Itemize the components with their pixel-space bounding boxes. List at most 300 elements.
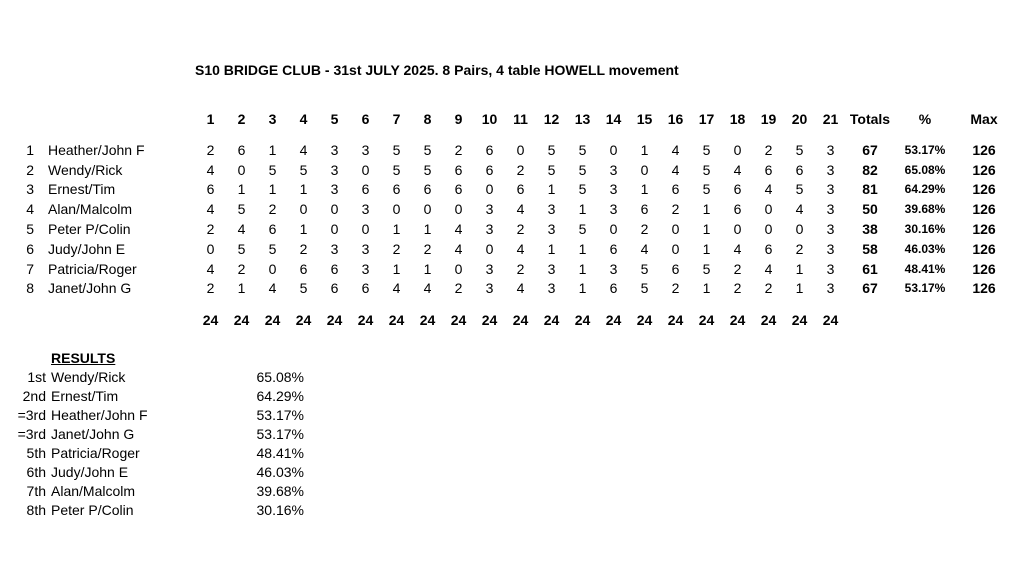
board-score: 2 bbox=[299, 240, 308, 257]
board-score: 3 bbox=[330, 240, 339, 257]
board-total: 24 bbox=[295, 312, 312, 329]
board-score: 5 bbox=[795, 141, 804, 158]
pair-percent: 39.68% bbox=[904, 202, 946, 217]
board-score: 4 bbox=[454, 221, 463, 238]
board-total: 24 bbox=[264, 312, 281, 329]
pair-percent: 48.41% bbox=[904, 261, 946, 276]
header-row bbox=[0, 110, 1012, 140]
result-pair: Alan/Malcolm bbox=[51, 482, 136, 499]
table-row bbox=[0, 160, 1012, 180]
board-score: 5 bbox=[578, 221, 587, 238]
board-score: 6 bbox=[609, 280, 618, 297]
pair-percent: 64.29% bbox=[904, 182, 946, 197]
board-score: 0 bbox=[764, 221, 773, 238]
board-header: 21 bbox=[822, 111, 839, 127]
board-score: 2 bbox=[764, 141, 773, 158]
board-score: 6 bbox=[609, 240, 618, 257]
board-score: 1 bbox=[299, 181, 308, 198]
board-score: 3 bbox=[826, 280, 835, 297]
pair-max: 126 bbox=[972, 201, 996, 218]
board-score: 2 bbox=[795, 240, 804, 257]
board-score: 6 bbox=[485, 161, 494, 178]
board-score: 3 bbox=[547, 280, 556, 297]
pair-name: Peter P/Colin bbox=[48, 221, 131, 238]
board-score: 1 bbox=[547, 181, 556, 198]
board-score: 5 bbox=[392, 141, 401, 158]
board-score: 2 bbox=[237, 260, 246, 277]
board-score: 1 bbox=[795, 280, 804, 297]
board-score: 1 bbox=[423, 221, 432, 238]
board-total: 24 bbox=[419, 312, 436, 329]
board-score: 4 bbox=[516, 201, 525, 218]
board-score: 3 bbox=[609, 161, 618, 178]
pair-number: 8 bbox=[26, 280, 34, 297]
board-score: 1 bbox=[640, 181, 649, 198]
pair-max: 126 bbox=[972, 181, 996, 198]
board-score: 6 bbox=[671, 181, 680, 198]
scores-table bbox=[0, 110, 1012, 330]
board-total: 24 bbox=[667, 312, 684, 329]
board-header: 18 bbox=[729, 111, 746, 127]
pair-number: 6 bbox=[26, 240, 34, 257]
board-score: 6 bbox=[640, 201, 649, 218]
board-score: 3 bbox=[361, 141, 370, 158]
board-score: 6 bbox=[454, 161, 463, 178]
board-score: 3 bbox=[330, 141, 339, 158]
board-header: 3 bbox=[268, 111, 277, 127]
board-score: 5 bbox=[702, 260, 711, 277]
board-total: 24 bbox=[233, 312, 250, 329]
result-pair: Wendy/Rick bbox=[51, 368, 126, 385]
pair-percent: 30.16% bbox=[904, 222, 946, 237]
board-score: 4 bbox=[640, 240, 649, 257]
board-score: 4 bbox=[206, 260, 215, 277]
list-item bbox=[0, 481, 304, 500]
board-total: 24 bbox=[543, 312, 560, 329]
board-score: 4 bbox=[299, 141, 308, 158]
result-rank: =3rd bbox=[17, 406, 46, 423]
board-score: 4 bbox=[516, 280, 525, 297]
board-score: 3 bbox=[330, 181, 339, 198]
board-score: 1 bbox=[702, 280, 711, 297]
pair-name: Patricia/Roger bbox=[48, 260, 137, 277]
board-score: 4 bbox=[516, 240, 525, 257]
board-score: 4 bbox=[206, 201, 215, 218]
board-score: 5 bbox=[392, 161, 401, 178]
board-score: 1 bbox=[268, 141, 277, 158]
results-body bbox=[0, 367, 304, 519]
result-percent: 53.17% bbox=[256, 406, 304, 423]
board-score: 4 bbox=[454, 240, 463, 257]
board-score: 5 bbox=[299, 161, 308, 178]
pair-total: 61 bbox=[862, 260, 878, 277]
result-rank: 8th bbox=[26, 501, 46, 518]
result-pair: Janet/John G bbox=[51, 425, 135, 442]
board-total: 24 bbox=[326, 312, 343, 329]
board-score: 0 bbox=[671, 240, 680, 257]
board-score: 1 bbox=[578, 260, 587, 277]
spacer-cell bbox=[48, 298, 195, 330]
board-score: 1 bbox=[547, 240, 556, 257]
board-score: 4 bbox=[392, 280, 401, 297]
board-score: 0 bbox=[454, 260, 463, 277]
board-score: 2 bbox=[733, 280, 742, 297]
pair-number: 3 bbox=[26, 181, 34, 198]
board-score: 0 bbox=[299, 201, 308, 218]
board-score: 2 bbox=[516, 221, 525, 238]
board-score: 3 bbox=[361, 201, 370, 218]
board-score: 6 bbox=[733, 201, 742, 218]
board-score: 4 bbox=[764, 260, 773, 277]
board-score: 0 bbox=[361, 161, 370, 178]
board-score: 0 bbox=[733, 141, 742, 158]
board-header: 13 bbox=[574, 111, 591, 127]
board-score: 6 bbox=[485, 141, 494, 158]
board-total: 24 bbox=[512, 312, 529, 329]
board-score: 1 bbox=[702, 240, 711, 257]
board-score: 0 bbox=[330, 221, 339, 238]
board-score: 5 bbox=[423, 161, 432, 178]
pair-max: 126 bbox=[972, 161, 996, 178]
list-item bbox=[0, 424, 304, 443]
board-score: 0 bbox=[609, 221, 618, 238]
max-header: Max bbox=[970, 111, 998, 127]
result-percent: 48.41% bbox=[256, 444, 304, 461]
board-score: 0 bbox=[361, 221, 370, 238]
board-header: 20 bbox=[791, 111, 808, 127]
board-score: 2 bbox=[423, 240, 432, 257]
board-score: 4 bbox=[237, 221, 246, 238]
board-score: 6 bbox=[361, 181, 370, 198]
pair-max: 126 bbox=[972, 141, 996, 158]
board-score: 0 bbox=[795, 221, 804, 238]
board-score: 0 bbox=[206, 240, 215, 257]
board-score: 3 bbox=[826, 141, 835, 158]
board-score: 1 bbox=[237, 181, 246, 198]
board-score: 3 bbox=[485, 280, 494, 297]
board-score: 1 bbox=[392, 221, 401, 238]
board-score: 5 bbox=[299, 280, 308, 297]
board-score: 1 bbox=[423, 260, 432, 277]
board-score: 6 bbox=[423, 181, 432, 198]
pair-max: 126 bbox=[972, 260, 996, 277]
board-score: 6 bbox=[516, 181, 525, 198]
board-score: 3 bbox=[826, 161, 835, 178]
board-score: 2 bbox=[516, 161, 525, 178]
list-item bbox=[0, 386, 304, 405]
board-score: 2 bbox=[206, 141, 215, 158]
board-score: 5 bbox=[578, 161, 587, 178]
board-total: 24 bbox=[605, 312, 622, 329]
pair-name-header bbox=[48, 110, 195, 140]
board-score: 3 bbox=[361, 260, 370, 277]
board-score: 3 bbox=[485, 221, 494, 238]
table-row bbox=[0, 199, 1012, 219]
pair-number: 1 bbox=[26, 141, 34, 158]
board-score: 2 bbox=[671, 201, 680, 218]
result-rank: 6th bbox=[26, 463, 46, 480]
board-score: 0 bbox=[609, 141, 618, 158]
board-score: 1 bbox=[392, 260, 401, 277]
board-score: 6 bbox=[764, 240, 773, 257]
pair-percent: 53.17% bbox=[904, 281, 946, 296]
pairs-body bbox=[0, 140, 1012, 298]
board-score: 1 bbox=[702, 201, 711, 218]
board-score: 4 bbox=[733, 240, 742, 257]
board-score: 5 bbox=[547, 141, 556, 158]
board-score: 1 bbox=[268, 181, 277, 198]
table-row bbox=[0, 259, 1012, 279]
result-percent: 46.03% bbox=[256, 463, 304, 480]
board-score: 4 bbox=[733, 161, 742, 178]
board-score: 1 bbox=[578, 280, 587, 297]
board-total: 24 bbox=[481, 312, 498, 329]
board-score: 4 bbox=[206, 161, 215, 178]
board-score: 2 bbox=[454, 280, 463, 297]
board-score: 6 bbox=[330, 280, 339, 297]
board-score: 3 bbox=[609, 201, 618, 218]
board-score: 6 bbox=[237, 141, 246, 158]
board-score: 5 bbox=[702, 161, 711, 178]
board-score: 4 bbox=[671, 141, 680, 158]
board-score: 5 bbox=[795, 181, 804, 198]
board-score: 0 bbox=[485, 240, 494, 257]
board-score: 3 bbox=[547, 201, 556, 218]
board-score: 5 bbox=[702, 141, 711, 158]
board-score: 3 bbox=[330, 161, 339, 178]
result-pair: Judy/John E bbox=[51, 463, 129, 480]
board-score: 2 bbox=[516, 260, 525, 277]
pair-name: Judy/John E bbox=[48, 240, 126, 257]
board-score: 0 bbox=[454, 201, 463, 218]
board-score: 6 bbox=[392, 181, 401, 198]
result-pair: Patricia/Roger bbox=[51, 444, 140, 461]
board-total: 24 bbox=[729, 312, 746, 329]
board-score: 4 bbox=[268, 280, 277, 297]
board-score: 3 bbox=[826, 201, 835, 218]
board-score: 0 bbox=[733, 221, 742, 238]
pair-name: Alan/Malcolm bbox=[48, 201, 133, 218]
board-score: 1 bbox=[795, 260, 804, 277]
list-item bbox=[0, 443, 304, 462]
board-score: 4 bbox=[423, 280, 432, 297]
pair-total: 81 bbox=[862, 181, 878, 198]
pair-name: Ernest/Tim bbox=[48, 181, 116, 198]
list-item bbox=[0, 367, 304, 386]
pair-max: 126 bbox=[972, 221, 996, 238]
board-score: 2 bbox=[392, 240, 401, 257]
board-score: 3 bbox=[609, 181, 618, 198]
pair-max: 126 bbox=[972, 240, 996, 257]
board-header: 19 bbox=[760, 111, 777, 127]
board-score: 6 bbox=[330, 260, 339, 277]
result-rank: =3rd bbox=[17, 425, 46, 442]
table-row bbox=[0, 239, 1012, 259]
board-score: 6 bbox=[361, 280, 370, 297]
table-row bbox=[0, 140, 1012, 160]
board-total: 24 bbox=[760, 312, 777, 329]
table-row bbox=[0, 180, 1012, 200]
board-header: 5 bbox=[330, 111, 339, 127]
board-score: 3 bbox=[609, 260, 618, 277]
board-score: 6 bbox=[764, 161, 773, 178]
board-header: 4 bbox=[299, 111, 308, 127]
board-score: 4 bbox=[764, 181, 773, 198]
board-score: 2 bbox=[764, 280, 773, 297]
board-header: 10 bbox=[481, 111, 498, 127]
board-total: 24 bbox=[791, 312, 808, 329]
board-header: 1 bbox=[206, 111, 215, 127]
board-score: 0 bbox=[516, 141, 525, 158]
board-score: 0 bbox=[268, 260, 277, 277]
board-score: 3 bbox=[826, 240, 835, 257]
board-score: 0 bbox=[671, 221, 680, 238]
board-header: 8 bbox=[423, 111, 432, 127]
board-header: 11 bbox=[513, 111, 528, 127]
result-rank: 2nd bbox=[22, 387, 46, 404]
board-score: 6 bbox=[299, 260, 308, 277]
board-score: 6 bbox=[795, 161, 804, 178]
board-header: 7 bbox=[392, 111, 401, 127]
board-header: 16 bbox=[667, 111, 684, 127]
board-score: 0 bbox=[330, 201, 339, 218]
pair-number: 7 bbox=[26, 260, 34, 277]
pair-max: 126 bbox=[972, 280, 996, 297]
board-score: 0 bbox=[237, 161, 246, 178]
board-score: 5 bbox=[640, 280, 649, 297]
board-score: 1 bbox=[578, 240, 587, 257]
board-total: 24 bbox=[822, 312, 839, 329]
board-score: 5 bbox=[578, 181, 587, 198]
board-header: 9 bbox=[454, 111, 463, 127]
board-total: 24 bbox=[450, 312, 467, 329]
board-score: 3 bbox=[485, 260, 494, 277]
pair-total: 67 bbox=[862, 280, 878, 297]
board-score: 1 bbox=[640, 141, 649, 158]
board-total: 24 bbox=[574, 312, 591, 329]
pair-number: 5 bbox=[26, 221, 34, 238]
board-score: 0 bbox=[423, 201, 432, 218]
board-score: 2 bbox=[454, 141, 463, 158]
pair-number: 4 bbox=[26, 201, 34, 218]
board-score: 3 bbox=[826, 221, 835, 238]
board-score: 2 bbox=[671, 280, 680, 297]
board-header: 15 bbox=[636, 111, 653, 127]
board-score: 6 bbox=[268, 221, 277, 238]
board-score: 0 bbox=[764, 201, 773, 218]
pair-percent: 53.17% bbox=[904, 142, 946, 157]
pair-total: 50 bbox=[862, 201, 878, 218]
board-header: 6 bbox=[361, 111, 370, 127]
board-score: 6 bbox=[454, 181, 463, 198]
board-score: 4 bbox=[795, 201, 804, 218]
board-score: 3 bbox=[361, 240, 370, 257]
board-total: 24 bbox=[698, 312, 715, 329]
board-score: 0 bbox=[392, 201, 401, 218]
board-score: 5 bbox=[640, 260, 649, 277]
board-score: 5 bbox=[268, 240, 277, 257]
board-score: 6 bbox=[206, 181, 215, 198]
board-score: 5 bbox=[547, 161, 556, 178]
result-percent: 39.68% bbox=[256, 482, 304, 499]
board-score: 2 bbox=[206, 221, 215, 238]
table-row bbox=[0, 279, 1012, 299]
pair-total: 82 bbox=[862, 161, 878, 178]
board-score: 6 bbox=[733, 181, 742, 198]
list-item bbox=[0, 405, 304, 424]
result-pair: Heather/John F bbox=[51, 406, 148, 423]
board-score: 2 bbox=[733, 260, 742, 277]
result-percent: 30.16% bbox=[256, 501, 304, 518]
board-score: 2 bbox=[640, 221, 649, 238]
board-score: 3 bbox=[826, 181, 835, 198]
board-header: 2 bbox=[237, 111, 246, 127]
board-score: 1 bbox=[702, 221, 711, 238]
board-score: 5 bbox=[268, 161, 277, 178]
board-total: 24 bbox=[388, 312, 405, 329]
pair-name: Wendy/Rick bbox=[48, 161, 123, 178]
result-percent: 64.29% bbox=[256, 387, 304, 404]
board-header: 14 bbox=[605, 111, 622, 127]
pair-name: Janet/John G bbox=[48, 280, 132, 297]
pair-total: 67 bbox=[862, 141, 878, 158]
result-rank: 7th bbox=[26, 482, 46, 499]
board-total: 24 bbox=[636, 312, 653, 329]
pair-percent: 65.08% bbox=[904, 162, 946, 177]
board-score: 5 bbox=[578, 141, 587, 158]
result-pair: Ernest/Tim bbox=[51, 387, 119, 404]
spacer-cell bbox=[0, 298, 48, 330]
pair-total: 38 bbox=[862, 221, 878, 238]
pair-number: 2 bbox=[26, 161, 34, 178]
board-score: 3 bbox=[547, 221, 556, 238]
board-score: 1 bbox=[237, 280, 246, 297]
board-score: 5 bbox=[423, 141, 432, 158]
pair-total: 58 bbox=[862, 240, 878, 257]
board-score: 3 bbox=[826, 260, 835, 277]
results-heading: RESULTS bbox=[51, 349, 116, 366]
board-score: 3 bbox=[485, 201, 494, 218]
board-score: 1 bbox=[578, 201, 587, 218]
pair-name: Heather/John F bbox=[48, 141, 145, 158]
result-percent: 53.17% bbox=[256, 425, 304, 442]
board-score: 4 bbox=[671, 161, 680, 178]
result-percent: 65.08% bbox=[256, 368, 304, 385]
board-total: 24 bbox=[202, 312, 219, 329]
board-score: 1 bbox=[299, 221, 308, 238]
board-score: 6 bbox=[671, 260, 680, 277]
result-pair: Peter P/Colin bbox=[51, 501, 134, 518]
board-header: 12 bbox=[543, 111, 560, 127]
board-score: 5 bbox=[237, 201, 246, 218]
pair-percent: 46.03% bbox=[904, 241, 946, 256]
pair-number-header bbox=[0, 110, 48, 140]
board-score: 3 bbox=[547, 260, 556, 277]
board-score: 2 bbox=[268, 201, 277, 218]
board-score: 5 bbox=[702, 181, 711, 198]
board-total: 24 bbox=[357, 312, 374, 329]
list-item bbox=[0, 500, 304, 519]
percent-header: % bbox=[918, 111, 932, 127]
results-table bbox=[0, 348, 304, 519]
totals-header: Totals bbox=[849, 111, 891, 127]
list-item bbox=[0, 462, 304, 481]
table-row bbox=[0, 219, 1012, 239]
board-score: 2 bbox=[206, 280, 215, 297]
board-totals-row bbox=[0, 298, 1012, 330]
board-header: 17 bbox=[698, 111, 715, 127]
board-score: 5 bbox=[237, 240, 246, 257]
